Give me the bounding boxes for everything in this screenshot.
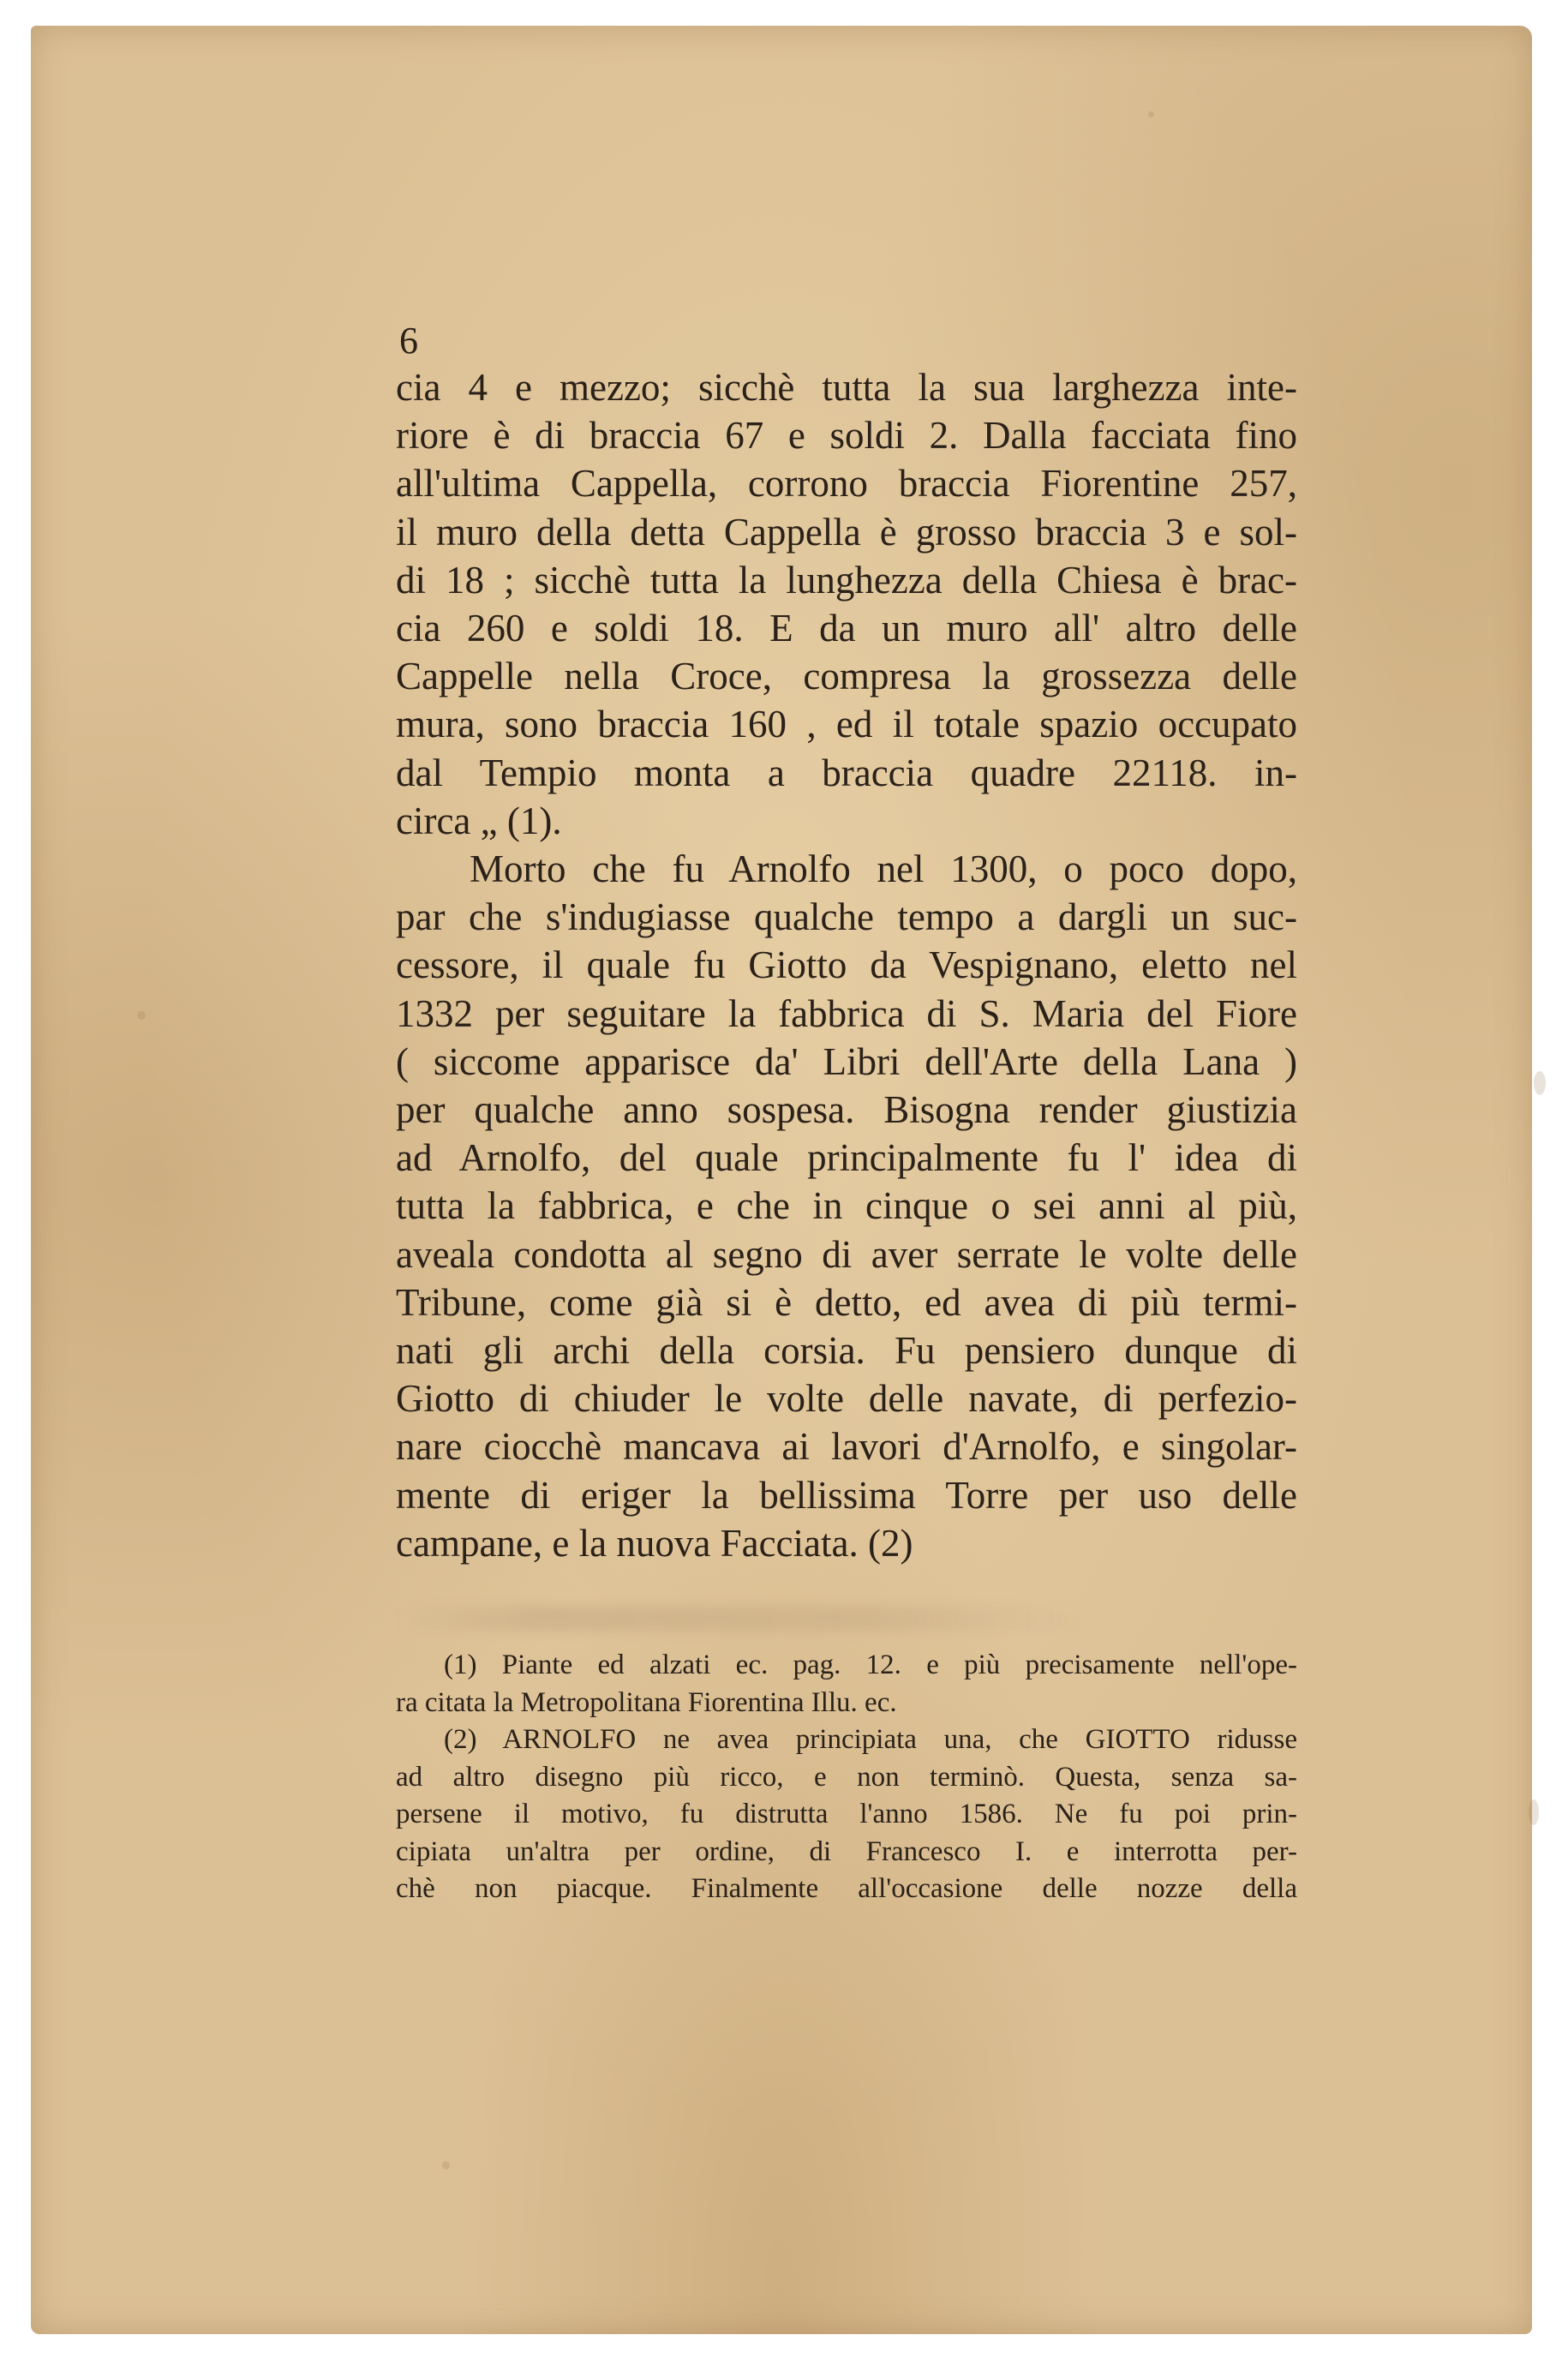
text-line: aveala condotta al segno di aver serrate le volte delle [396, 1232, 1297, 1276]
stain-spot [1534, 1071, 1546, 1095]
text-line: ad Arnolfo, del quale principalmente fu l' idea di [396, 1136, 1297, 1180]
text-line: mente di eriger la bellissima Torre per uso delle [396, 1473, 1297, 1517]
text-line: dal Tempio monta a braccia quadre 22118. in- [396, 751, 1297, 794]
footnote-1-line: ra citata la Metropolitana Fiorentina Illu. ec. [396, 1686, 897, 1718]
footnotes [396, 1647, 1297, 1908]
text-line: campane, e la nuova Facciata. (2) [396, 1521, 913, 1565]
text-line: per qualche anno sospesa. Bisogna render giustizia [396, 1088, 1297, 1132]
footnote-2-line: ad altro disegno più ricco, e non terminò. Questa, senza sa- [396, 1761, 1297, 1793]
text-line: riore è di braccia 67 e soldi 2. Dalla facciata fino [396, 414, 1297, 458]
text-line: ( siccome apparisce da' Libri dell'Arte della Lana ) [396, 1039, 1297, 1083]
stain-spot [1529, 1799, 1539, 1825]
stain-spot [1148, 111, 1154, 117]
text-line: tutta la fabbrica, e che in cinque o sei anni al più, [396, 1184, 1297, 1228]
text-line: circa „ (1). [396, 799, 562, 842]
text-line: cia 4 e mezzo; sicchè tutta la sua larghezza inte- [396, 366, 1297, 409]
text-line: nare ciocchè mancava ai lavori d'Arnolfo, e singolar- [396, 1425, 1297, 1469]
stain-spot [137, 1011, 146, 1020]
footnote-2-line: chè non piacque. Finalmente all'occasione delle nozze della [396, 1873, 1297, 1904]
footnote-2-line: persene il motivo, fu distrutta l'anno 1586. Ne fu poi prin- [396, 1799, 1297, 1829]
text-line: Cappelle nella Croce, compresa la grossezza delle [396, 655, 1297, 698]
text-line: di 18 ; sicchè tutta la lunghezza della Chiesa è brac- [396, 558, 1297, 602]
paragraph-start-line: Morto che fu Arnolfo nel 1300, o poco dopo, [470, 847, 1297, 891]
text-line: par che s'indugiasse qualche tempo a dargli un suc- [396, 895, 1297, 939]
text-line: cia 260 e soldi 18. E da un muro all' altro delle [396, 607, 1297, 650]
text-line: nati gli archi della corsia. Fu pensiero dunque di [396, 1329, 1297, 1373]
footnote-1-line: (1) Piante ed alzati ec. pag. 12. e più precisamente nell'ope- [444, 1650, 1297, 1680]
ink-bleed-through [396, 1606, 1081, 1632]
text-line: il muro della detta Cappella è grosso braccia 3 e sol- [396, 510, 1297, 554]
text-line: Tribune, come già si è detto, ed avea di più termi- [396, 1280, 1297, 1324]
footnote-2-line: (2) ARNOLFO ne avea principiata una, che GIOTTO ridusse [444, 1724, 1297, 1755]
text-line: 1332 per seguitare la fabbrica di S. Maria del Fiore [396, 991, 1297, 1035]
main-text [396, 363, 1297, 1567]
text-line: Giotto di chiuder le volte delle navate, di perfezio- [396, 1377, 1297, 1421]
text-line: cessore, il quale fu Giotto da Vespignano, eletto nel [396, 943, 1297, 987]
text-line: all'ultima Cappella, corrono braccia Fiorentine 257, [396, 462, 1297, 506]
text-line: mura, sono braccia 160 , ed il totale spazio occupato [396, 703, 1297, 746]
footnote-2-line: cipiata un'altra per ordine, di Francesco I. e interrotta per- [396, 1835, 1297, 1867]
page-number: 6 [399, 320, 418, 362]
stain-spot [442, 2161, 450, 2170]
